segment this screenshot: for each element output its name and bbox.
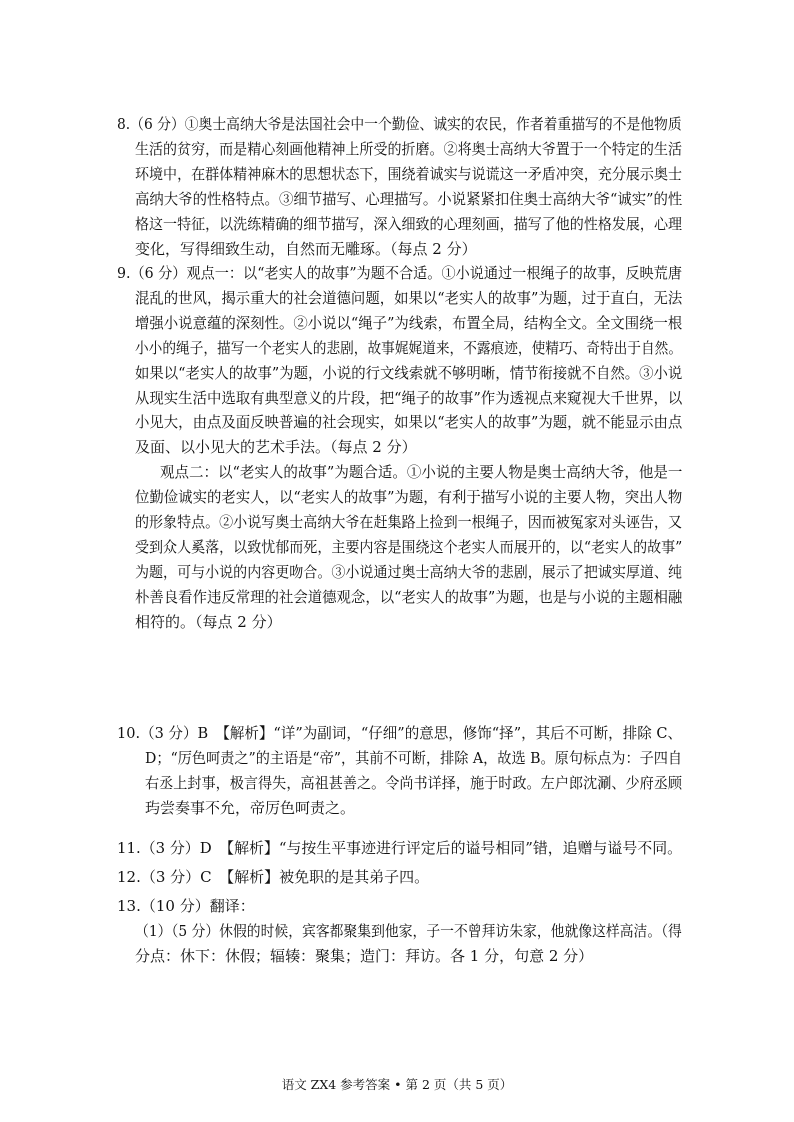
answer-line: 分点：休下：休假；辐辏：聚集；造门：拜访。各 1 分，句意 2 分） <box>135 946 594 965</box>
answer-line: 受到众人奚落，以致忧郁而死，主要内容是围绕这个老实人而展开的，以“老实人的故事” <box>135 537 683 556</box>
answer-line: 小见大，由点及面反映普遍的社会现实，如果以“老实人的故事”为题，就不能显示由点 <box>135 413 683 432</box>
answer-line: 10.（3 分）B 【解析】“详”为副词，“仔细”的意思，修饰“择”，其后不可断，排除 C、 <box>117 724 682 742</box>
answer-line: 如果以“老实人的故事”为题，小说的行文线索就不够明晰，情节衔接就不自然。③小说 <box>135 363 683 382</box>
answer-line: 观点二：以“老实人的故事”为题合适。①小说的主要人物是奥士高纳大爷，他是一 <box>160 463 683 482</box>
answer-line: 变化，写得细致生动，自然而无雕琢。（每点 2 分） <box>135 239 477 258</box>
answer-line: D；“厉色呵责之”的主语是“帝”，其前不可断，排除 A，故选 B。原句标点为：子四自 <box>145 748 683 767</box>
answer-line: 增强小说意蕴的深刻性。②小说以“绳子”为线索，布置全局，结构全文。全文围绕一根 <box>135 313 683 332</box>
answer-line: 8.（6 分）①奥士高纳大爷是法国社会中一个勤俭、诚实的农民，作者着重描写的不是他物质 <box>117 115 682 133</box>
answer-line: 环境中，在群体精神麻木的思想状态下，围绕着诚实与说谎这一矛盾冲突，充分展示奥士 <box>135 164 683 183</box>
answer-line: 12.（3 分）C 【解析】被免职的是其弟子四。 <box>117 868 430 886</box>
answer-line: 生活的贫穷，而是精心刻画他精神上所受的折磨。②将奥士高纳大爷置于一个特定的生活 <box>135 139 683 158</box>
answer-line: 高纳大爷的性格特点。③细节描写、心理描写。小说紧紧扣住奥士高纳大爷“诚实”的性 <box>135 189 683 208</box>
answer-line: 格这一特征，以洗练精确的细节描写，深入细致的心理刻画，描写了他的性格发展，心理 <box>135 214 683 233</box>
answer-line: 9.（6 分）观点一：以“老实人的故事”为题不合适。①小说通过一根绳子的故事，反映荒唐 <box>117 264 682 282</box>
answer-line: 玙尝奏事不允，帝厉色呵责之。 <box>145 798 356 817</box>
answer-line: （1）（5 分）休假的时候，宾客都聚集到他家，子一不曾拜访朱家，他就像这样高洁。（得 <box>135 921 682 940</box>
answer-line: 小小的绳子，描写一个老实人的悲剧，故事娓娓道来，不露痕迹，使精巧、奇特出于自然。 <box>135 338 683 357</box>
answer-line: 的形象特点。②小说写奥士高纳大爷在赶集路上捡到一根绳子，因而被冤家对头诬告，又 <box>135 513 683 531</box>
answer-line: 相符的。（每点 2 分） <box>135 612 282 631</box>
answer-line: 右丞上封事，极言得失，高祖甚善之。令尚书详择，施于时政。左户郎沈涮、少府丞顾 <box>145 773 683 792</box>
answer-line: 为题，可与小说的内容更吻合。③小说通过奥士高纳大爷的悲剧，展示了把诚实厚道、纯 <box>135 562 683 581</box>
page-footer: 语文 ZX4 参考答案 • 第 2 页（共 5 页） <box>281 1077 513 1092</box>
answer-line: 从现实生活中选取有典型意义的片段，把“绳子的故事”作为透视点来窥视大千世界，以 <box>135 388 683 407</box>
answer-line: 11.（3 分）D 【解析】“与按生平事迹进行评定后的谥号相同”错，追赠与谥号不同。 <box>117 839 683 857</box>
answer-line: 位勤俭诚实的老实人，以“老实人的故事”为题，有利于描写小说的主要人物，突出人物 <box>135 488 683 507</box>
answer-line: 混乱的世风，揭示重大的社会道德问题，如果以“老实人的故事”为题，过于直白，无法 <box>135 288 683 307</box>
answer-line: 及面、以小见大的艺术手法。（每点 2 分） <box>135 438 417 457</box>
answer-line: 13.（10 分）翻译： <box>117 897 255 915</box>
answer-line: 朴善良看作违反常理的社会道德观念，以“老实人的故事”为题，也是与小说的主题相融 <box>135 587 683 606</box>
